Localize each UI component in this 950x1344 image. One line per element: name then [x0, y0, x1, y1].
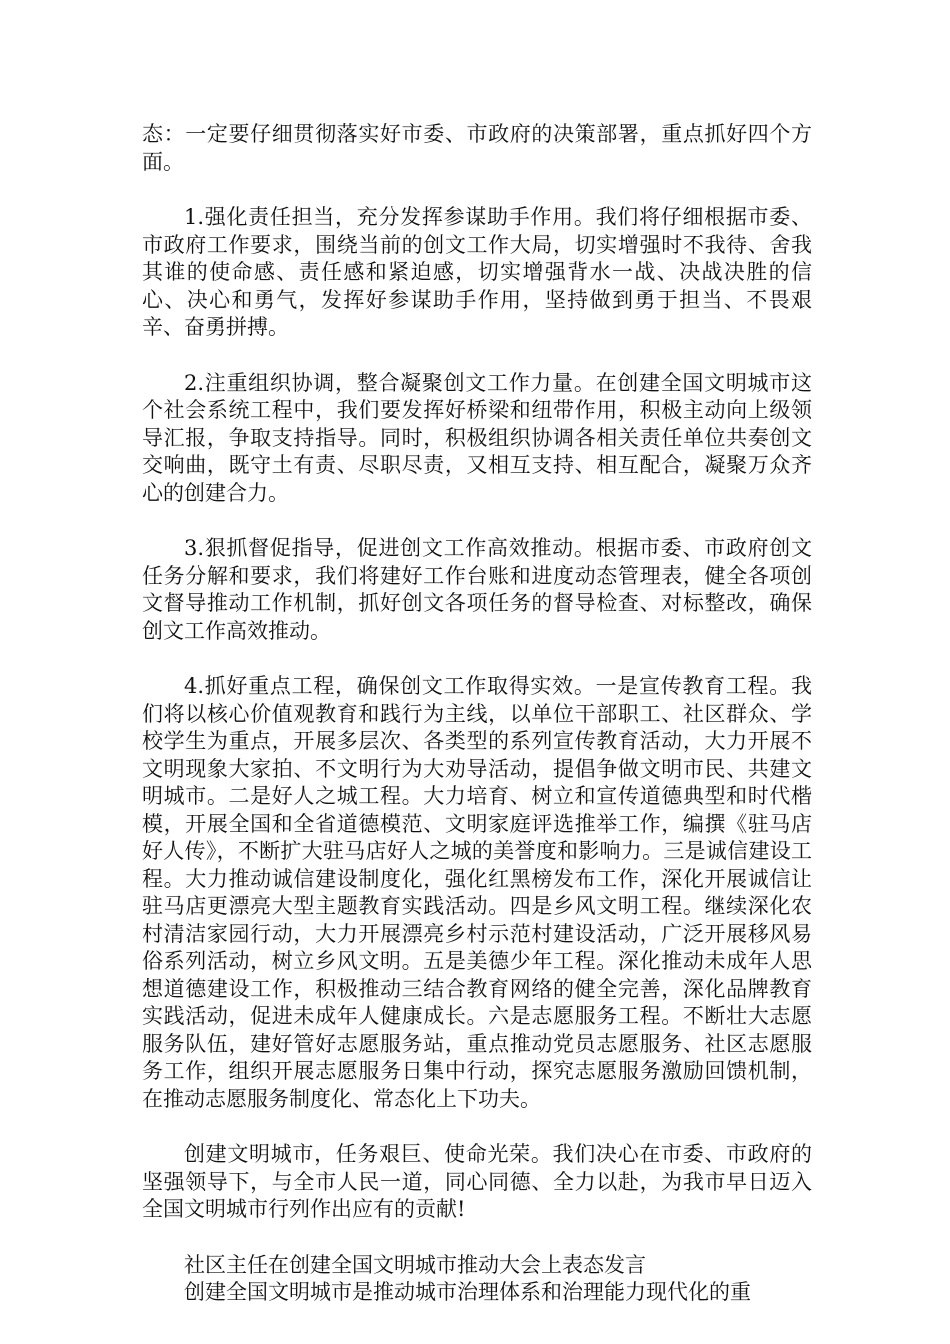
- document-body: [142, 121, 812, 1307]
- paragraph-point-3: 3.狠抓督促指导，促进创文工作高效推动。根据市委、市政府创文任务分解和要求，我们将建好工作台账和进度动态管理表，健全各项创文督导推动工作机制，抓好创文各项任务的督导检查、对标整改，确保创文工作高效推动。: [142, 536, 812, 643]
- paragraph-next-section: 创建全国文明城市是推动城市治理体系和治理能力现代化的重: [184, 1280, 751, 1304]
- paragraph-intro: 态：一定要仔细贯彻落实好市委、市政府的决策部署，重点抓好四个方面。: [142, 122, 812, 174]
- paragraph-point-2: 2.注重组织协调，整合凝聚创文工作力量。在创建全国文明城市这个社会系统工程中，我们要发挥好桥梁和纽带作用，积极主动向上级领导汇报，争取支持指导。同时，积极组织协调各相关责任单位共奏创文交响曲，既守土有责、尽职尽责，又相互支持、相互配合，凝聚万众齐心的创建合力。: [142, 370, 812, 505]
- paragraph-conclusion: 创建文明城市，任务艰巨、使命光荣。我们决心在市委、市政府的坚强领导下，与全市人民一道，同心同德、全力以赴，为我市早日迈入全国文明城市行列作出应有的贡献!: [142, 1142, 812, 1221]
- paragraph-point-4: 4.抓好重点工程，确保创文工作取得实效。一是宣传教育工程。我们将以核心价值观教育和践行为主线，以单位干部职工、社区群众、学校学生为重点，开展多层次、各类型的系列宣传教育活动，大力开展不文明现象大家拍、不文明行为大劝导活动，提倡争做文明市民、共建文明城市。二是好人之城工程。大力培育、树立和宣传道德典型和时代楷模，开展全国和全省道德模范、文明家庭评选推举工作，编撰《驻马店好人传》，不断扩大驻马店好人之城的美誉度和影响力。三是诚信建设工程。大力推动诚信建设制度化，强化红黑榜发布工作，深化开展诚信让驻马店更漂亮大型主题教育实践活动。四是乡风文明工程。继续深化农村清洁家园行动，大力开展漂亮乡村示范村建设活动，广泛开展移风易俗系列活动，树立乡风文明。五是美德少年工程。深化推动未成年人思想道德建设工作，积极推动三结合教育网络的健全完善，深化品牌教育实践活动，促进未成年人健康成长。六是志愿服务工程。不断壮大志愿服务队伍，建好管好志愿服务站，重点推动党员志愿服务、社区志愿服务工作，组织开展志愿服务日集中行动，探究志愿服务激励回馈机制，在推动志愿服务制度化、常态化上下功夫。: [142, 674, 812, 1111]
- paragraph-point-1: 1.强化责任担当，充分发挥参谋助手作用。我们将仔细根据市委、市政府工作要求，围绕当前的创文工作大局，切实增强时不我待、舍我其谁的使命感、责任感和紧迫感，切实增强背水一战、决战决胜的信心、决心和勇气，发挥好参谋助手作用，坚持做到勇于担当、不畏艰辛、奋勇拼搏。: [142, 205, 812, 339]
- section-heading: 社区主任在创建全国文明城市推动大会上表态发言: [184, 1252, 646, 1277]
